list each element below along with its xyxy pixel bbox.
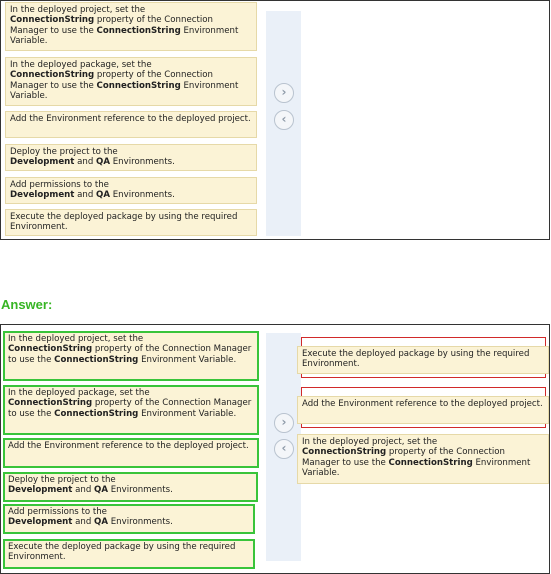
bold-term: QA <box>94 485 109 496</box>
bold-term: ConnectionString <box>388 457 473 468</box>
answer-selected-item[interactable] <box>297 396 549 424</box>
item-text: property of the Connection Manager to use the <box>302 447 505 468</box>
bold-term: QA <box>94 517 109 528</box>
bold-term: ConnectionString <box>54 354 139 365</box>
move-right-button[interactable]: › <box>274 83 294 103</box>
answer-source-item[interactable] <box>3 331 259 381</box>
move-left-button[interactable]: ‹ <box>274 439 294 459</box>
item-text: Add permissions to the <box>10 180 109 190</box>
item-text: Environment Variable. <box>10 80 239 102</box>
item-text: property of the Connection Manager to use the <box>10 15 213 36</box>
question-item[interactable] <box>5 209 257 236</box>
bold-term: ConnectionString <box>54 408 139 419</box>
bold-term: ConnectionString <box>8 344 93 355</box>
item-text: Environment Variable. <box>302 457 531 479</box>
bold-term: QA <box>96 190 111 201</box>
item-text: property of the Connection Manager to use the <box>8 344 252 365</box>
bold-term: Development <box>8 485 73 496</box>
item-text: Deploy the project to the <box>8 475 116 485</box>
bold-term: ConnectionString <box>302 447 387 458</box>
bold-term: QA <box>96 157 111 168</box>
item-text: Add the Environment reference to the deployed project. <box>302 399 543 409</box>
item-text: In the deployed project, set the <box>10 5 146 15</box>
item-text: Environment Variable. <box>138 354 237 365</box>
item-text: In the deployed project, set the <box>302 437 438 447</box>
bold-term: ConnectionString <box>8 398 93 409</box>
item-text: Execute the deployed package by using the required Environment. <box>10 212 238 233</box>
item-text: Add the Environment reference to the deployed project. <box>8 441 249 451</box>
item-text: Environments. <box>110 157 175 168</box>
answer-source-item[interactable] <box>3 438 259 468</box>
answer-label: Answer: <box>1 297 53 312</box>
item-text: property of the Connection Manager to use the <box>8 398 252 419</box>
bold-term: ConnectionString <box>10 70 95 81</box>
item-text: Environments. <box>108 485 173 496</box>
item-text: Environment Variable. <box>10 25 239 47</box>
question-item[interactable] <box>5 177 257 204</box>
item-text: In the deployed package, set the <box>10 60 152 70</box>
answer-source-item[interactable] <box>3 504 255 534</box>
bold-term: ConnectionString <box>96 80 181 91</box>
move-right-button[interactable]: › <box>274 413 294 433</box>
item-text: Execute the deployed package by using the required Environment. <box>302 349 530 370</box>
item-text: and <box>72 485 95 496</box>
question-item[interactable] <box>5 111 257 138</box>
bold-term: Development <box>10 190 75 201</box>
item-text: In the deployed project, set the <box>8 334 144 344</box>
item-text: Execute the deployed package by using the required Environment. <box>8 542 236 563</box>
move-left-button[interactable]: ‹ <box>274 110 294 130</box>
answer-source-item[interactable] <box>3 539 255 569</box>
item-text: and <box>72 517 95 528</box>
item-text: In the deployed package, set the <box>8 388 150 398</box>
question-item[interactable] <box>5 144 257 171</box>
answer-selected-item[interactable] <box>297 434 549 484</box>
answer-source-item[interactable] <box>3 472 258 502</box>
question-item[interactable] <box>5 2 257 51</box>
item-text: and <box>74 190 97 201</box>
item-text: Deploy the project to the <box>10 147 118 157</box>
bold-term: ConnectionString <box>96 25 181 36</box>
item-text: Environment Variable. <box>138 408 237 419</box>
answer-selected-item[interactable] <box>297 346 549 374</box>
item-text: Environments. <box>108 517 173 528</box>
answer-source-item[interactable] <box>3 385 259 435</box>
question-item[interactable] <box>5 57 257 106</box>
item-text: property of the Connection Manager to use the <box>10 70 213 91</box>
bold-term: Development <box>8 517 73 528</box>
bold-term: ConnectionString <box>10 15 95 26</box>
item-text: Add the Environment reference to the deployed project. <box>10 114 251 124</box>
item-text: and <box>74 157 97 168</box>
item-text: Add permissions to the <box>8 507 107 517</box>
bold-term: Development <box>10 157 75 168</box>
item-text: Environments. <box>110 190 175 201</box>
